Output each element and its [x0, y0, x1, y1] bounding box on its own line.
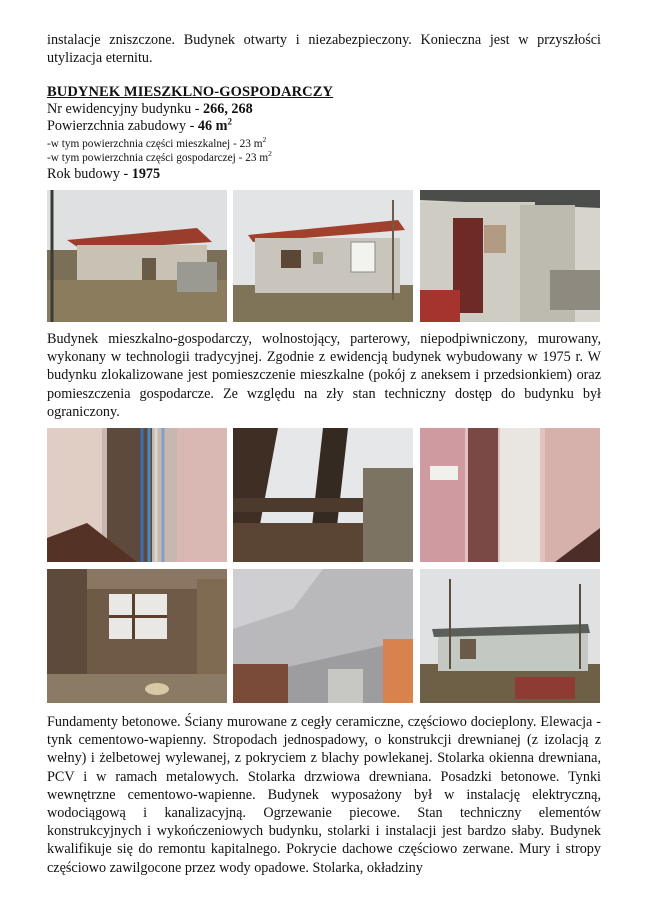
- area-unit-sup: 2: [227, 116, 232, 127]
- description-paragraph: Budynek mieszkalno-gospodarczy, wolnostojący, parterowy, niepodpiwniczony, murowany, wykonany w technologii tradycyjnej. Zgodnie z ewidencją budynek wybudowany w 1975 r. W budynku zlokalizowane jest pomieszczenie mieszkalne (pokój z aneksem i przedsionkiem) oraz pomieszczenia gospodarcze. Ze względu na zły stan techniczny dostęp do budynku był ograniczony.: [47, 331, 601, 420]
- photo-interior-ceiling: [233, 569, 413, 703]
- photo-interior-pipes: [47, 428, 227, 562]
- year-label: Rok budowy -: [47, 166, 132, 182]
- area-label: Powierzchnia zabudowy -: [47, 118, 198, 134]
- utility-area-line: [47, 151, 272, 165]
- year-value: 1975: [131, 166, 161, 182]
- registry-label: Nr ewidencyjny budynku -: [47, 101, 204, 117]
- residential-label: -w tym powierzchnia części mieszkalnej - 23 m: [47, 138, 263, 150]
- photo-exterior-front: [47, 190, 227, 322]
- area-line: [47, 118, 232, 135]
- residential-area-line: [47, 137, 266, 151]
- intro-paragraph: instalacje zniszczone. Budynek otwarty i niezabezpieczony. Konieczna jest w przyszłości utylizacja eternitu.: [47, 32, 601, 67]
- photo-interior-doorway: [420, 428, 600, 562]
- utility-sup: 2: [268, 149, 272, 159]
- photo-interior-room: [47, 569, 227, 703]
- residential-sup: 2: [262, 135, 267, 145]
- year-line: [47, 166, 160, 183]
- technical-description-paragraph: Fundamenty betonowe. Ściany murowane z cegły ceramiczne, częściowo docieplony. Elewacja - tynk cementowo-wapienny. Stropodach jednospadowy, o konstrukcji drewnianej (z izolacją z wełny) i żelbetowej wylewanej, z pokryciem z blachy powlekanej. Stolarka okienna drewniana, PCV i w ramach metalowych. Stolarka drzwiowa drewniana. Posadzki betonowe. Tynki wewnętrzne cementowo-wapienne. Budynek wyposażony był w instalację elektryczną, wodociągową i kanalizacyjną. Ogrzewanie piecowe. Stan techniczny elementów konstrukcyjnych i wykończeniowych budynku, stolarki i instalacji jest bardzo słaby. Budynek kwalifikuje się do remontu kapitalnego. Pokrycie dachowe częściowo zerwane. Mury i stropy częściowo zawilgocone przez wody opadowe. Stolarka, okładziny: [47, 714, 601, 876]
- photo-exterior-back: [420, 569, 600, 703]
- utility-label: -w tym powierzchnia części gospodarczej - 23 m: [47, 152, 269, 164]
- photo-exterior-side: [233, 190, 413, 322]
- area-value: 46 m: [197, 118, 228, 134]
- registry-value: 266, 268: [203, 101, 253, 117]
- photo-exterior-entrance: [420, 190, 600, 322]
- registry-line: [47, 101, 253, 118]
- photo-interior-roof: [233, 428, 413, 562]
- section-title: BUDYNEK MIESZKLNO-GOSPODARCZY: [47, 84, 334, 100]
